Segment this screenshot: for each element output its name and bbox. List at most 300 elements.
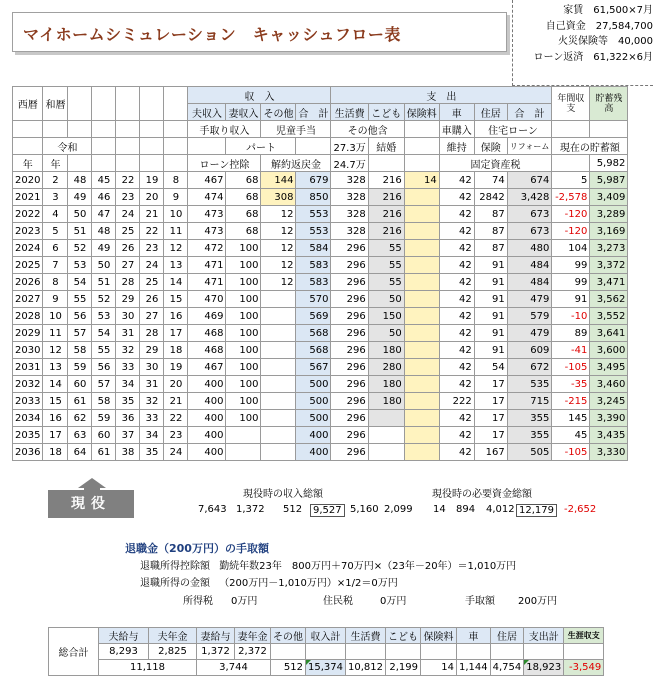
cell-reiwa: 9 (43, 291, 68, 308)
deduction-text: 勤続年数23年 800万円＋70万円×（23年－20年）＝1,010万円 (219, 561, 517, 572)
cell-income-total: 500 (296, 410, 331, 427)
cell-age: 53 (92, 308, 116, 325)
cell-wife-income (226, 427, 261, 444)
cell-age: 29 (116, 291, 140, 308)
cell-age: 27 (116, 257, 140, 274)
cell-insurance (404, 308, 439, 325)
note-marriage: 結婚 (368, 138, 404, 155)
cell-other-income: 12 (261, 274, 296, 291)
table-row (13, 427, 628, 444)
cell-reiwa: 7 (43, 257, 68, 274)
cell-wife-income: 100 (226, 291, 261, 308)
cell-insurance (404, 257, 439, 274)
cell-savings: 3,289 (590, 206, 628, 223)
cell-car: 222 (439, 393, 474, 410)
cell-house: 2842 (474, 189, 507, 206)
cell-living: 296 (331, 308, 368, 325)
cell-age: 56 (92, 359, 116, 376)
cell-husband-income: 473 (188, 206, 226, 223)
cell-annual-balance: 45 (552, 427, 590, 444)
cell-annual-balance: 99 (552, 274, 590, 291)
th-wife-salary: 妻給与 (197, 628, 235, 644)
cell-husband-income: 400 (188, 393, 226, 410)
sum-children: 2,099 (384, 504, 413, 515)
cashflow-rows (13, 172, 628, 461)
cell-age: 21 (140, 206, 164, 223)
cell-insurance (404, 393, 439, 410)
cell-husband-income: 469 (188, 308, 226, 325)
cell-other-income (261, 291, 296, 308)
table-row (13, 359, 628, 376)
cell-age: 61 (68, 393, 92, 410)
cell-husband-income: 473 (188, 223, 226, 240)
income-tax-label: 所得税 (183, 596, 213, 607)
cell-income-total: 850 (296, 189, 331, 206)
cell-year: 2032 (13, 376, 43, 393)
cell-age: 24 (164, 444, 188, 461)
cell-age: 28 (116, 274, 140, 291)
col-house: 住居 (474, 104, 507, 121)
note-273: 27.3万 (331, 138, 368, 155)
retire-income-label: 退職所得の金額 (140, 578, 210, 589)
cell-children: 55 (368, 240, 404, 257)
cell-savings: 3,245 (590, 393, 628, 410)
cell-children: 50 (368, 291, 404, 308)
cell-age: 59 (68, 359, 92, 376)
cell-age: 12 (164, 240, 188, 257)
cell-age: 35 (140, 444, 164, 461)
cell-car: 42 (439, 223, 474, 240)
cell-age: 35 (116, 393, 140, 410)
cell-other-income: 12 (261, 240, 296, 257)
cell-children: 216 (368, 223, 404, 240)
cell-wife-income: 68 (226, 189, 261, 206)
cell-age: 33 (140, 410, 164, 427)
total-wife-pension: 2,372 (235, 644, 271, 660)
cell-living: 296 (331, 257, 368, 274)
cell-car: 42 (439, 189, 474, 206)
cell-other-income (261, 427, 296, 444)
cell-children: 180 (368, 393, 404, 410)
cell-income-total: 400 (296, 444, 331, 461)
cell-children: 150 (368, 308, 404, 325)
cell-living: 296 (331, 325, 368, 342)
cell-other-income (261, 325, 296, 342)
cell-year: 2031 (13, 359, 43, 376)
cell-year: 2034 (13, 410, 43, 427)
cell-age: 32 (116, 342, 140, 359)
sum-house: 4,012 (486, 504, 515, 515)
note-child-allowance: 児童手当 (261, 121, 331, 138)
cell-children: 50 (368, 325, 404, 342)
income-tax-value: 0万円 (231, 596, 258, 607)
cell-age: 62 (68, 410, 92, 427)
cell-income-total: 553 (296, 206, 331, 223)
cell-age: 24 (140, 257, 164, 274)
cell-car: 42 (439, 291, 474, 308)
cell-age: 53 (68, 257, 92, 274)
cell-expense-total: 3,428 (507, 189, 552, 206)
cell-age: 22 (164, 410, 188, 427)
grand-total-label: 総合計 (49, 628, 99, 676)
cell-living: 296 (331, 274, 368, 291)
th-income-total: 収入計 (306, 628, 346, 644)
col-savings: 貯蓄残高 (590, 87, 628, 121)
cell-age: 49 (92, 240, 116, 257)
cell-insurance (404, 189, 439, 206)
cell-income-total: 567 (296, 359, 331, 376)
cell-annual-balance: -120 (552, 206, 590, 223)
table-row (13, 308, 628, 325)
cell-age: 32 (140, 393, 164, 410)
cell-wife-income: 100 (226, 240, 261, 257)
cell-savings: 3,460 (590, 376, 628, 393)
cell-income-total: 553 (296, 223, 331, 240)
cell-car: 42 (439, 325, 474, 342)
cell-insurance (404, 240, 439, 257)
cell-car: 42 (439, 240, 474, 257)
cell-reiwa: 4 (43, 206, 68, 223)
cell-reiwa: 15 (43, 393, 68, 410)
th-husband-pension: 夫年金 (149, 628, 197, 644)
cell-house: 91 (474, 325, 507, 342)
cell-house: 87 (474, 223, 507, 240)
cell-age: 54 (68, 274, 92, 291)
current-savings-value: 5,982 (590, 155, 628, 172)
expense-group-header: 支 出 (331, 87, 552, 104)
th-car: 車 (457, 628, 491, 644)
cell-annual-balance: 99 (552, 257, 590, 274)
total-living: 10,812 (346, 660, 386, 676)
th-other: その他 (271, 628, 306, 644)
col-living: 生活費 (331, 104, 368, 121)
cell-reiwa: 2 (43, 172, 68, 189)
note-year2: 年 (43, 155, 68, 172)
cell-children: 216 (368, 189, 404, 206)
cell-income-total: 500 (296, 393, 331, 410)
cell-age: 58 (92, 393, 116, 410)
cell-age: 23 (116, 189, 140, 206)
cell-year: 2029 (13, 325, 43, 342)
cell-age: 20 (140, 189, 164, 206)
cell-expense-total: 505 (507, 444, 552, 461)
col-other-income: その他 (261, 104, 296, 121)
cell-living: 328 (331, 172, 368, 189)
retirement-line1 (140, 557, 516, 572)
cell-age: 24 (116, 206, 140, 223)
active-expense-title: 現役時の必要資金総額 (432, 489, 532, 500)
table-row (13, 410, 628, 427)
total-husband-pension: 2,825 (149, 644, 197, 660)
cell-age: 45 (92, 172, 116, 189)
total-income: 15,374 (306, 660, 346, 676)
cell-savings: 3,169 (590, 223, 628, 240)
sum-wife: 1,372 (236, 504, 265, 515)
note-insurance: 保険 (474, 138, 507, 155)
cell-wife-income: 68 (226, 223, 261, 240)
note-reform: リフォーム (507, 138, 552, 155)
cell-age: 8 (164, 172, 188, 189)
cell-income-total: 568 (296, 325, 331, 342)
cell-age: 16 (164, 308, 188, 325)
net-amount-label: 手取額 (465, 596, 495, 607)
note-maintenance: 維持 (439, 138, 474, 155)
cell-age: 52 (68, 240, 92, 257)
cell-house: 87 (474, 206, 507, 223)
cell-car: 42 (439, 172, 474, 189)
cell-age: 20 (164, 376, 188, 393)
th-husband-salary: 夫給与 (99, 628, 149, 644)
cell-age: 13 (164, 257, 188, 274)
cell-savings: 3,641 (590, 325, 628, 342)
cell-age: 23 (140, 240, 164, 257)
cell-car: 42 (439, 359, 474, 376)
total-expense: 18,923 (524, 660, 564, 676)
sum-income-total: 9,527 (310, 504, 345, 517)
total-wife-sum: 3,744 (197, 660, 271, 676)
cell-age: 21 (164, 393, 188, 410)
cell-reiwa: 12 (43, 342, 68, 359)
cell-reiwa: 17 (43, 427, 68, 444)
cell-savings: 3,409 (590, 189, 628, 206)
cell-age: 58 (68, 342, 92, 359)
total-wife-salary: 1,372 (197, 644, 235, 660)
resident-tax-value: 0万円 (380, 596, 407, 607)
cell-expense-total: 609 (507, 342, 552, 359)
cell-age: 37 (116, 427, 140, 444)
cell-expense-total: 479 (507, 291, 552, 308)
cell-age: 10 (164, 206, 188, 223)
table-row (13, 257, 628, 274)
income-group-header: 収 入 (188, 87, 331, 104)
th-house: 住居 (490, 628, 524, 644)
cell-children: 216 (368, 206, 404, 223)
cell-age: 55 (68, 291, 92, 308)
cell-car: 42 (439, 308, 474, 325)
cell-age: 9 (164, 189, 188, 206)
cell-age: 60 (68, 376, 92, 393)
active-income-title: 現役時の収入総額 (243, 489, 323, 500)
cell-husband-income: 400 (188, 410, 226, 427)
cell-car: 42 (439, 274, 474, 291)
total-insurance: 14 (421, 660, 457, 676)
cell-husband-income: 400 (188, 427, 226, 444)
cell-other-income (261, 359, 296, 376)
cell-age: 17 (164, 325, 188, 342)
cell-wife-income: 100 (226, 274, 261, 291)
note-property-tax: 固定資産税 (439, 155, 552, 172)
callout-line: 自己資金 27,584,700 (545, 20, 653, 32)
table-row (13, 393, 628, 410)
table-row (13, 291, 628, 308)
cell-children: 55 (368, 257, 404, 274)
cell-age: 25 (140, 274, 164, 291)
cell-other-income (261, 376, 296, 393)
cell-expense-total: 480 (507, 240, 552, 257)
cell-income-total: 679 (296, 172, 331, 189)
cell-year: 2035 (13, 427, 43, 444)
col-wareki: 和暦 (43, 87, 68, 121)
cell-wife-income: 100 (226, 308, 261, 325)
cell-age: 11 (164, 223, 188, 240)
cell-annual-balance: -35 (552, 376, 590, 393)
cell-husband-income: 470 (188, 291, 226, 308)
cell-age: 18 (164, 342, 188, 359)
cell-annual-balance: -105 (552, 444, 590, 461)
cell-age: 26 (140, 291, 164, 308)
cell-income-total: 400 (296, 427, 331, 444)
cell-house: 167 (474, 444, 507, 461)
cell-insurance (404, 291, 439, 308)
cell-insurance (404, 223, 439, 240)
callout-note (512, 0, 653, 86)
callout-line: 家賃 61,500×7月 (563, 5, 653, 16)
cell-house: 17 (474, 427, 507, 444)
cell-age: 31 (116, 325, 140, 342)
cell-car: 42 (439, 206, 474, 223)
cell-age: 38 (116, 444, 140, 461)
sum-other: 512 (283, 504, 303, 515)
cell-living: 296 (331, 393, 368, 410)
cell-age: 52 (92, 291, 116, 308)
cell-husband-income: 471 (188, 274, 226, 291)
cell-age: 56 (68, 308, 92, 325)
cell-age: 47 (92, 206, 116, 223)
cell-other-income (261, 393, 296, 410)
cell-savings: 3,390 (590, 410, 628, 427)
cell-wife-income (226, 444, 261, 461)
col-seireki: 西暦 (13, 87, 43, 121)
note-year1: 年 (13, 155, 43, 172)
cell-insurance (404, 342, 439, 359)
genyaku-label: 現役 (48, 490, 134, 518)
table-row (13, 240, 628, 257)
cell-age: 19 (140, 172, 164, 189)
cell-annual-balance: 145 (552, 410, 590, 427)
cell-age: 49 (68, 189, 92, 206)
cell-husband-income: 467 (188, 172, 226, 189)
cell-reiwa: 14 (43, 376, 68, 393)
cell-savings: 3,435 (590, 427, 628, 444)
grand-total-table (48, 627, 604, 676)
sum-expense-total: 12,179 (516, 504, 557, 517)
cell-year: 2024 (13, 240, 43, 257)
cell-age: 15 (164, 291, 188, 308)
cell-age: 61 (92, 444, 116, 461)
cell-age: 54 (92, 325, 116, 342)
cell-expense-total: 715 (507, 393, 552, 410)
col-wife-income: 妻収入 (226, 104, 261, 121)
cell-year: 2033 (13, 393, 43, 410)
cell-age: 63 (68, 427, 92, 444)
cell-age: 27 (140, 308, 164, 325)
cell-living: 296 (331, 342, 368, 359)
cell-insurance: 14 (404, 172, 439, 189)
table-row (13, 206, 628, 223)
cell-children: 280 (368, 359, 404, 376)
cell-living: 296 (331, 444, 368, 461)
total-husband-salary: 8,293 (99, 644, 149, 660)
cell-husband-income: 400 (188, 376, 226, 393)
cell-insurance (404, 359, 439, 376)
cell-age: 29 (140, 342, 164, 359)
cell-savings: 3,600 (590, 342, 628, 359)
total-children: 2,199 (386, 660, 421, 676)
cell-other-income (261, 444, 296, 461)
cell-insurance (404, 427, 439, 444)
cell-wife-income: 100 (226, 257, 261, 274)
table-row (13, 376, 628, 393)
cell-living: 296 (331, 240, 368, 257)
note-car-purchase: 車購入 (439, 121, 474, 138)
cell-children (368, 427, 404, 444)
cell-expense-total: 484 (507, 274, 552, 291)
table-row (13, 274, 628, 291)
cell-wife-income: 68 (226, 206, 261, 223)
cell-living: 296 (331, 410, 368, 427)
cell-living: 296 (331, 291, 368, 308)
cell-reiwa: 3 (43, 189, 68, 206)
cell-house: 17 (474, 410, 507, 427)
cell-living: 328 (331, 223, 368, 240)
cell-income-total: 583 (296, 274, 331, 291)
cell-annual-balance: 104 (552, 240, 590, 257)
cell-age: 30 (140, 359, 164, 376)
cell-savings: 3,372 (590, 257, 628, 274)
cell-other-income: 308 (261, 189, 296, 206)
cell-insurance (404, 410, 439, 427)
th-living: 生活費 (346, 628, 386, 644)
cell-children: 216 (368, 172, 404, 189)
table-row (13, 325, 628, 342)
cell-age: 60 (92, 427, 116, 444)
cell-reiwa: 18 (43, 444, 68, 461)
resident-tax-label: 住民税 (323, 596, 353, 607)
note-mortgage: 住宅ローン (474, 121, 552, 138)
cell-savings: 3,471 (590, 274, 628, 291)
th-expense-total: 支出計 (524, 628, 564, 644)
cell-insurance (404, 444, 439, 461)
cell-car: 42 (439, 410, 474, 427)
cell-age: 28 (140, 325, 164, 342)
cell-expense-total: 674 (507, 172, 552, 189)
col-income-total: 合 計 (296, 104, 331, 121)
col-husband-income: 夫収入 (188, 104, 226, 121)
note-current-savings: 現在の貯蓄額 (552, 138, 628, 155)
cell-age: 26 (116, 240, 140, 257)
note-loan-deduction: ローン控除 (188, 155, 261, 172)
cell-age: 36 (116, 410, 140, 427)
cell-other-income: 12 (261, 206, 296, 223)
cell-husband-income: 468 (188, 342, 226, 359)
callout-line: ローン返済 61,322×6月 (533, 51, 653, 63)
sum-balance: -2,652 (564, 504, 597, 515)
cell-age: 22 (140, 223, 164, 240)
col-insurance: 保険料 (404, 104, 439, 121)
cell-reiwa: 10 (43, 308, 68, 325)
cell-year: 2023 (13, 223, 43, 240)
cell-annual-balance: 91 (552, 291, 590, 308)
cell-house: 91 (474, 257, 507, 274)
callout-line: 火災保険等 40,000 (558, 36, 653, 47)
cell-savings: 3,330 (590, 444, 628, 461)
cell-insurance (404, 325, 439, 342)
cell-husband-income: 400 (188, 444, 226, 461)
note-part-time: パート (226, 138, 296, 155)
cell-income-total: 583 (296, 257, 331, 274)
cell-annual-balance: -10 (552, 308, 590, 325)
cell-age: 59 (92, 410, 116, 427)
